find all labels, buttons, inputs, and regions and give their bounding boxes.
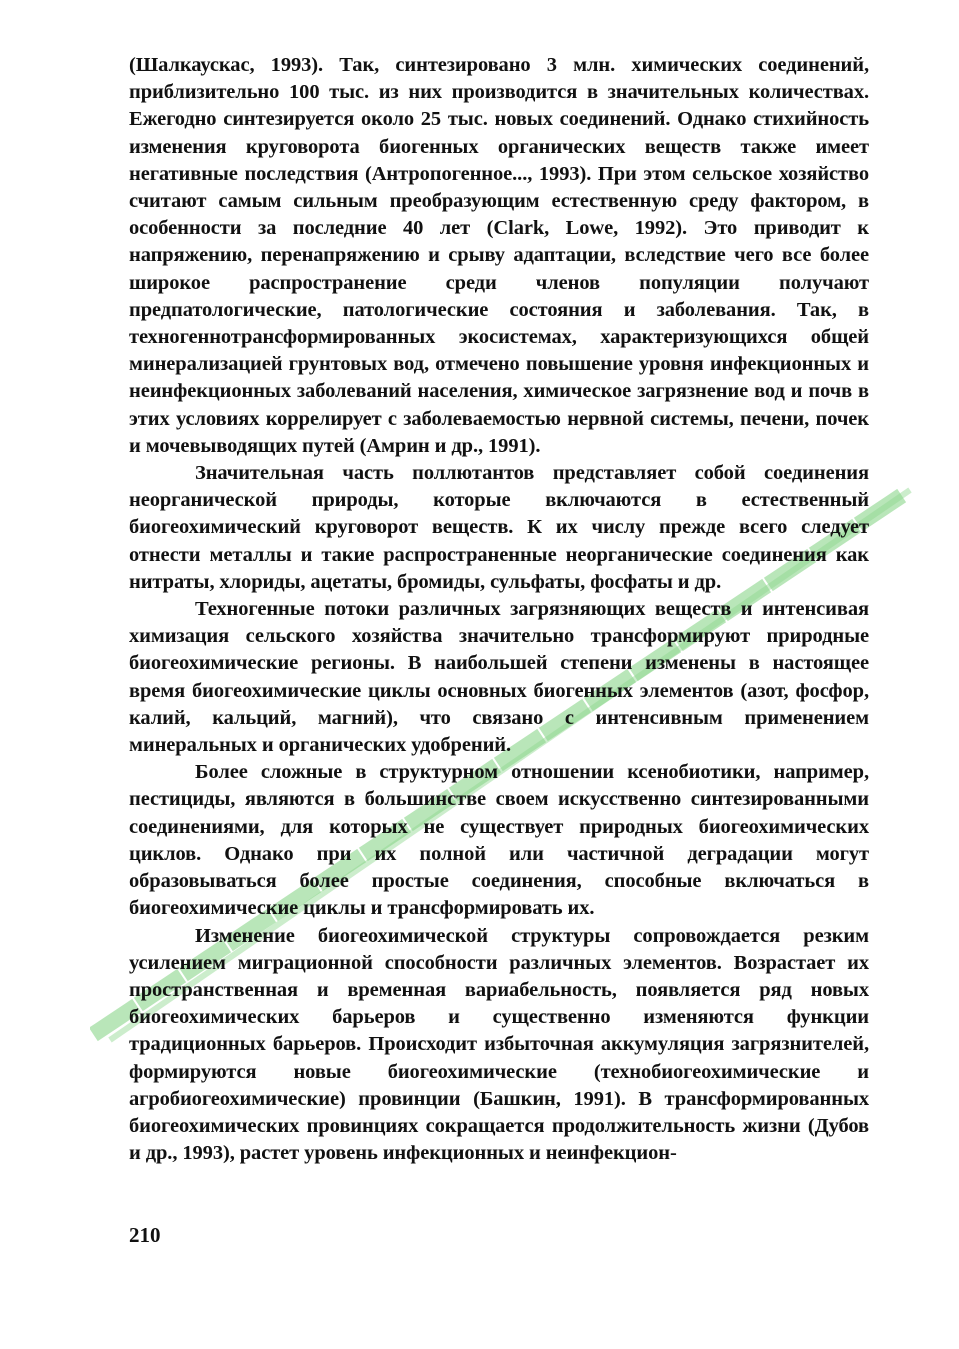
paragraph-1: (Шалкаускас, 1993). Так, синтезировано 3 млн. химических соединений, приблизительно 100 тыс. из них производится в значительных количествах. Ежегодно синтезируется около 25 тыс. новых соединений. Однако стихийность изменения круговорота биогенных органических веществ также имеет негативные последствия (Антропогенное..., 1993). При этом сельское хозяйство считают самым сильным преобразующим естественную среду фактором, в особенности за последние 40 лет (Clark, Lowe, 1992). Это приводит к напряжению, перенапряжению и срыву адаптации, вследствие чего все более широкое распространение среди членов популяции получают предпатологические, патологические состояния и заболевания. Так, в техногеннотрансформированных экосистемах, характеризующихся общей минерализацией грунтовых вод, отмечено повышение уровня инфекционных и неинфекционных заболеваний населения, химическое загрязнение вод и почв в этих условиях коррелирует с заболеваемостью нервной системы, печени, почек и мочевыводящих путей (Амрин и др., 1991).: [129, 54, 869, 457]
body-text: [129, 52, 869, 1167]
page-number: 210: [129, 1223, 161, 1247]
paragraph-2: Значительная часть поллютантов представляет собой соединения неорганической природы, которые включаются в естественный биогеохимический круговорот веществ. К их числу прежде всего следует отнести металлы и такие распространенные неорганические соединения как нитраты, хлориды, ацетаты, бромиды, сульфаты, фосфаты и др.: [129, 462, 869, 593]
paragraph-3: Техногенные потоки различных загрязняющих веществ и интенсивая химизация сельского хозяйства значительно трансформируют природные биогеохимические регионы. В наибольшей степени изменены в настоящее время биогеохимические циклы основных биогенных элементов (азот, фосфор, калий, кальций, магний), что связано с интенсивным применением минеральных и органических удобрений.: [129, 598, 869, 757]
paragraph-4: Более сложные в структурном отношении ксенобиотики, например, пестициды, являются в большинстве своем искусственно синтезированными соединениями, для которых не существует природных биогеохимических циклов. Однако при их полной или частичной деградации могут образовываться более простые соединения, способные включаться в биогеохимические циклы и трансформировать их.: [129, 761, 869, 920]
paragraph-5: Изменение биогеохимической структуры сопровождается резким усилением миграционной способности различных элементов. Возрастает их пространственная и временная вариабельность, появляется ряд новых биогеохимических барьеров и существенно изменяются функции традиционных барьеров. Происходит избыточная аккумуляция загрязнителей, формируются новые биогеохимические (технобиогеохимические и агробиогеохимические) провинции (Башкин, 1991). В трансформированных биогеохимических провинциях сокращается продолжительность жизни (Дубов и др., 1993), растет уровень инфекционных и неинфекцион-: [129, 924, 869, 1165]
